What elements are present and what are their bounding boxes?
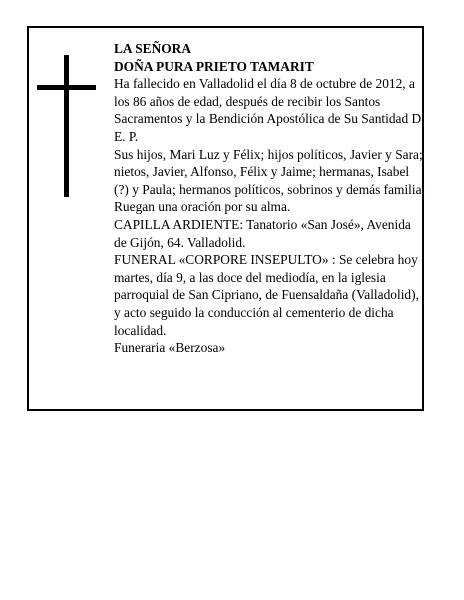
funeral-home-paragraph: Funeraria «Berzosa» [114,340,226,356]
cross-icon [37,55,96,197]
chapel-paragraph: CAPILLA ARDIENTE: Tanatorio «San José», Avenida de Gijón, 64. Valladolid. [114,216,411,250]
funeral-paragraph: FUNERAL «CORPORE INSEPULTO» : Se celebra hoy martes, día 9, a las doce del mediodía, en la iglesia parroquial de San Cipriano, de Fuensaldaña (Valladolid), y acto seguido la conducción al cementerio de dicha localidad. [114,252,419,338]
heading-title: LA SEÑORA [114,41,192,56]
family-paragraph: Sus hijos, Mari Luz y Félix; hijos políticos, Javier y Sara; nietos, Javier, Alfonso, Félix y Jaime; hermanas, Isabel (?) y Paula; hermanos políticos, sobrinos y demás familia: [114,146,426,197]
deceased-name: DOÑA PURA PRIETO TAMARIT [114,58,314,74]
cross-vertical-bar [64,55,69,197]
obituary-text [114,40,426,357]
cross-horizontal-bar [37,85,96,90]
prayer-request-paragraph: Ruegan una oración por su alma. [114,199,291,215]
death-info-paragraph: Ha fallecido en Valladolid el día 8 de octubre de 2012, a los 86 años de edad, después de recibir los Santos Sacramentos y la Bendición Apostólica de Su Santidad D. E. P. [114,76,425,144]
